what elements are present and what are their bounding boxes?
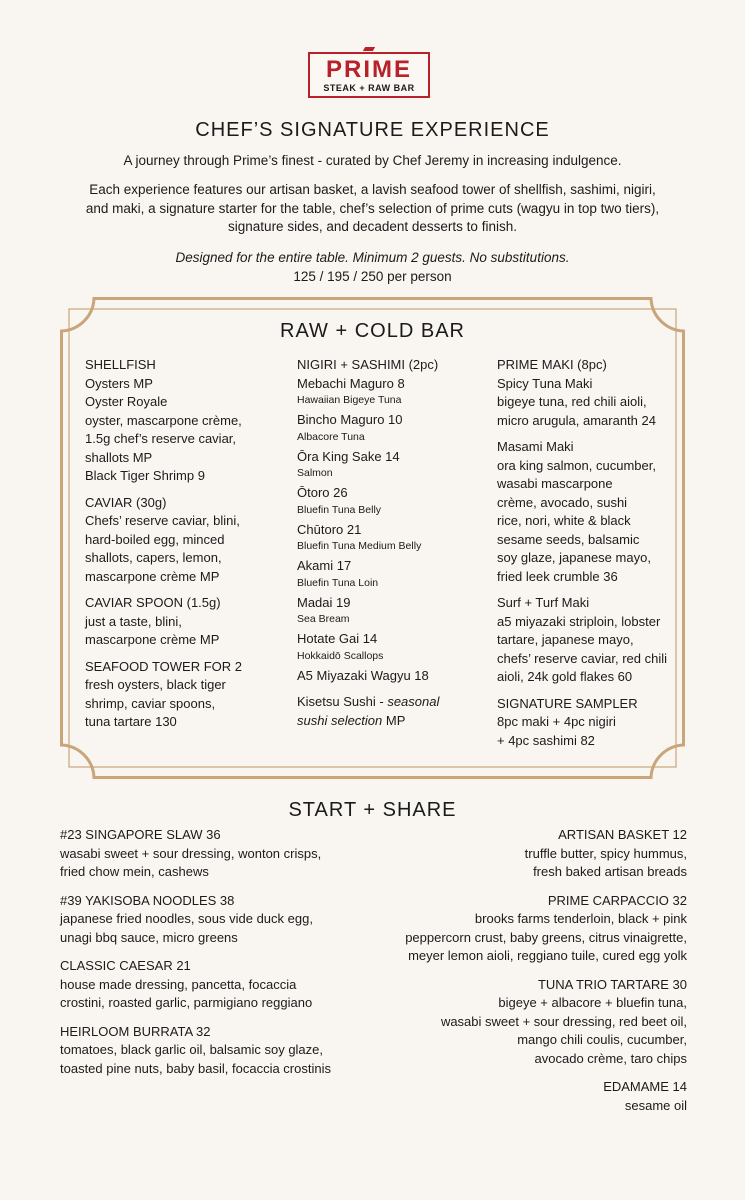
item-subtitle: Bluefin Tuna Loin bbox=[297, 576, 379, 589]
raw-bar-column-2 bbox=[297, 356, 477, 730]
tier-prices: 125 / 195 / 250 per person bbox=[293, 269, 452, 284]
item-name: Bincho Maguro 10 bbox=[297, 412, 403, 427]
menu-item-edamame bbox=[347, 1078, 687, 1115]
item-line: PRIME CARPACCIO 32 bbox=[547, 892, 687, 908]
item-line: HEIRLOOM BURRATA 32 bbox=[60, 1023, 211, 1039]
logo-tagline: STEAK + RAW BAR bbox=[323, 83, 415, 93]
item-line: fresh oysters, black tiger bbox=[85, 677, 226, 692]
item-line: + 4pc sashimi 82 bbox=[497, 732, 595, 748]
description-text bbox=[40, 181, 705, 237]
item-line: Masami Maki bbox=[497, 439, 574, 454]
menu-item-caviar-spoon bbox=[85, 594, 270, 650]
menu-item-masami-maki bbox=[497, 438, 677, 586]
brand-logo bbox=[308, 52, 430, 98]
item-line: hard-boiled egg, minced bbox=[85, 531, 225, 547]
item-line: tartare, japanese mayo, bbox=[497, 632, 634, 647]
item-line: avocado crème, taro chips bbox=[534, 1050, 687, 1066]
item-line: CAVIAR SPOON (1.5g) bbox=[85, 595, 221, 610]
item-line: CLASSIC CAESAR 21 bbox=[60, 958, 191, 973]
menu-item bbox=[297, 411, 477, 444]
menu-item-prime-maki bbox=[497, 356, 677, 430]
item-line: #23 SINGAPORE SLAW 36 bbox=[60, 827, 221, 842]
item-subtitle: Bluefin Tuna Medium Belly bbox=[297, 540, 422, 552]
item-line: oyster, mascarpone crème, bbox=[85, 412, 242, 428]
item-line: soy glaze, japanese mayo, bbox=[497, 550, 651, 565]
share-right-column bbox=[347, 826, 687, 1125]
menu-item-singapore-slaw bbox=[60, 826, 380, 882]
menu-item bbox=[297, 448, 477, 481]
item-line: unagi bbq sauce, micro greens bbox=[60, 929, 238, 945]
item-line: ARTISAN BASKET 12 bbox=[558, 827, 687, 842]
menu-item-burrata bbox=[60, 1023, 380, 1079]
menu-item-carpaccio bbox=[347, 892, 687, 966]
item-subtitle: Albacore Tuna bbox=[297, 430, 365, 443]
item-line: 1.5g chef’s reserve caviar, bbox=[85, 431, 237, 446]
raw-bar-column-1 bbox=[85, 356, 270, 732]
intro-text: A journey through Prime’s finest - curated by Chef Jeremy in increasing indulgence. bbox=[123, 153, 622, 168]
item-line: aioli, 24k gold flakes 60 bbox=[497, 669, 633, 684]
item-line: Surf + Turf Maki bbox=[497, 595, 590, 610]
item-subtitle: Salmon bbox=[297, 467, 333, 479]
item-line: brooks farms tenderloin, black + pink bbox=[474, 911, 687, 926]
item-name: Madai 19 bbox=[297, 594, 351, 610]
share-title: START + SHARE bbox=[288, 799, 457, 821]
item-line: wasabi sweet + sour dressing, wonton crisps, bbox=[60, 845, 322, 861]
menu-item-surf-turf-maki bbox=[497, 594, 677, 687]
item-description: sushi selection bbox=[297, 712, 383, 728]
item-subtitle: Sea Bream bbox=[297, 613, 350, 625]
item-line: ora king salmon, cucumber, bbox=[497, 457, 656, 473]
item-line: Spicy Tuna Maki bbox=[497, 375, 593, 391]
item-price: MP bbox=[382, 712, 406, 728]
item-line: just a taste, blini, bbox=[85, 613, 182, 629]
item-line: SIGNATURE SAMPLER bbox=[497, 695, 638, 711]
menu-item bbox=[297, 521, 477, 554]
item-name: Mebachi Maguro 8 bbox=[297, 375, 405, 391]
item-line: truffle butter, spicy hummus, bbox=[524, 845, 687, 861]
item-line: micro arugula, amaranth 24 bbox=[497, 412, 656, 428]
menu-item-artisan-basket bbox=[347, 826, 687, 882]
item-line: sesame oil bbox=[624, 1097, 687, 1113]
item-line: chefs’ reserve caviar, red chili bbox=[497, 650, 668, 666]
item-line: fried leek crumble 36 bbox=[497, 568, 618, 584]
item-line: peppercorn crust, baby greens, citrus vinaigrette, bbox=[405, 929, 687, 945]
item-line: Chefs’ reserve caviar, blini, bbox=[85, 513, 240, 528]
item-subtitle: Hawaiian Bigeye Tuna bbox=[297, 394, 402, 406]
item-line: crostini, roasted garlic, parmigiano reggiano bbox=[60, 995, 313, 1010]
item-line: tomatoes, black garlic oil, balsamic soy glaze, bbox=[60, 1042, 324, 1057]
item-line: crème, avocado, sushi bbox=[497, 494, 628, 510]
item-name: Chūtoro 21 bbox=[297, 521, 362, 537]
menu-item bbox=[297, 630, 477, 663]
menu-item bbox=[297, 484, 477, 517]
item-line: fresh baked artisan breads bbox=[533, 864, 687, 879]
description-line: Each experience features our artisan basket, a lavish seafood tower of shellfish, sashimi, nigiri, bbox=[89, 182, 656, 197]
item-line: tuna tartare 130 bbox=[85, 714, 177, 729]
menu-item-kisetsu bbox=[297, 693, 477, 730]
item-line: CAVIAR (30g) bbox=[85, 494, 167, 510]
item-subtitle: Bluefin Tuna Belly bbox=[297, 503, 382, 516]
raw-bar-column-3 bbox=[497, 356, 677, 750]
item-line: Oyster Royale bbox=[85, 394, 168, 409]
menu-item-signature-sampler bbox=[497, 695, 677, 751]
menu-item-wagyu: A5 Miyazaki Wagyu 18 bbox=[297, 667, 429, 683]
logo-wordmark: PRIME bbox=[325, 56, 412, 83]
item-line: bigeye tuna, red chili aioli, bbox=[497, 394, 647, 409]
item-line: rice, nori, white & black bbox=[497, 513, 631, 528]
nigiri-heading: NIGIRI + SASHIMI (2pc) bbox=[297, 357, 439, 372]
item-line: mango chili coulis, cucumber, bbox=[517, 1032, 687, 1047]
item-line: fried chow mein, cashews bbox=[60, 864, 209, 879]
menu-item-yakisoba bbox=[60, 892, 380, 948]
item-line: mascarpone crème MP bbox=[85, 568, 220, 584]
item-line: wasabi sweet + sour dressing, red beet oil, bbox=[440, 1013, 687, 1029]
menu-item-caesar bbox=[60, 957, 380, 1013]
item-line: bigeye + albacore + bluefin tuna, bbox=[498, 995, 687, 1010]
item-line: 8pc maki + 4pc nigiri bbox=[497, 714, 616, 729]
share-left-column bbox=[60, 826, 380, 1088]
item-line: sesame seeds, balsamic bbox=[497, 531, 640, 547]
item-line: Oysters MP bbox=[85, 375, 153, 391]
item-line: toasted pine nuts, baby basil, focaccia crostinis bbox=[60, 1060, 331, 1076]
item-line: EDAMAME 14 bbox=[603, 1079, 687, 1094]
logo-accent-mark bbox=[363, 47, 375, 51]
item-subtitle: Hokkaidō Scallops bbox=[297, 649, 384, 662]
item-name: Akami 17 bbox=[297, 558, 352, 573]
menu-item bbox=[297, 375, 477, 408]
item-line: #39 YAKISOBA NOODLES 38 bbox=[60, 892, 235, 908]
item-name: Hotate Gai 14 bbox=[297, 631, 378, 646]
description-line: signature sides, and decadent desserts to finish. bbox=[228, 219, 517, 234]
menu-item-tuna-trio bbox=[347, 976, 687, 1069]
item-line: shallots, capers, lemon, bbox=[85, 550, 222, 565]
item-name: Kisetsu Sushi - bbox=[297, 694, 388, 709]
description-line: and maki, a signature starter for the table, chef’s selection of prime cuts (wagyu in top two tiers), bbox=[85, 200, 660, 216]
item-line: TUNA TRIO TARTARE 30 bbox=[537, 976, 687, 992]
item-line: japanese fried noodles, sous vide duck egg, bbox=[60, 911, 313, 926]
item-description: seasonal bbox=[387, 694, 440, 709]
menu-item bbox=[297, 594, 477, 627]
item-line: PRIME MAKI (8pc) bbox=[497, 357, 607, 372]
item-line: wasabi mascarpone bbox=[497, 476, 613, 491]
item-line: house made dressing, pancetta, focaccia bbox=[60, 976, 297, 992]
item-line: meyer lemon aioli, reggiano tuile, cured egg yolk bbox=[408, 948, 687, 963]
item-name: Ōtoro 26 bbox=[297, 485, 348, 500]
item-line: shallots MP bbox=[85, 449, 153, 465]
item-name: Ōra King Sake 14 bbox=[297, 448, 400, 464]
terms-note: Designed for the entire table. Minimum 2 guests. No substitutions. bbox=[175, 250, 570, 265]
item-line: Black Tiger Shrimp 9 bbox=[85, 468, 205, 483]
item-line: a5 miyazaki striploin, lobster bbox=[497, 613, 661, 629]
raw-bar-title: RAW + COLD BAR bbox=[280, 320, 465, 342]
menu-item-shellfish bbox=[85, 356, 270, 486]
menu-item-seafood-tower bbox=[85, 658, 270, 732]
page-title: CHEF’S SIGNATURE EXPERIENCE bbox=[195, 119, 550, 141]
item-line: shrimp, caviar spoons, bbox=[85, 695, 216, 711]
item-line: SEAFOOD TOWER FOR 2 bbox=[85, 658, 242, 674]
menu-item-caviar bbox=[85, 494, 270, 587]
item-line: SHELLFISH bbox=[85, 357, 156, 372]
item-line: mascarpone crème MP bbox=[85, 632, 220, 647]
menu-item bbox=[297, 557, 477, 590]
